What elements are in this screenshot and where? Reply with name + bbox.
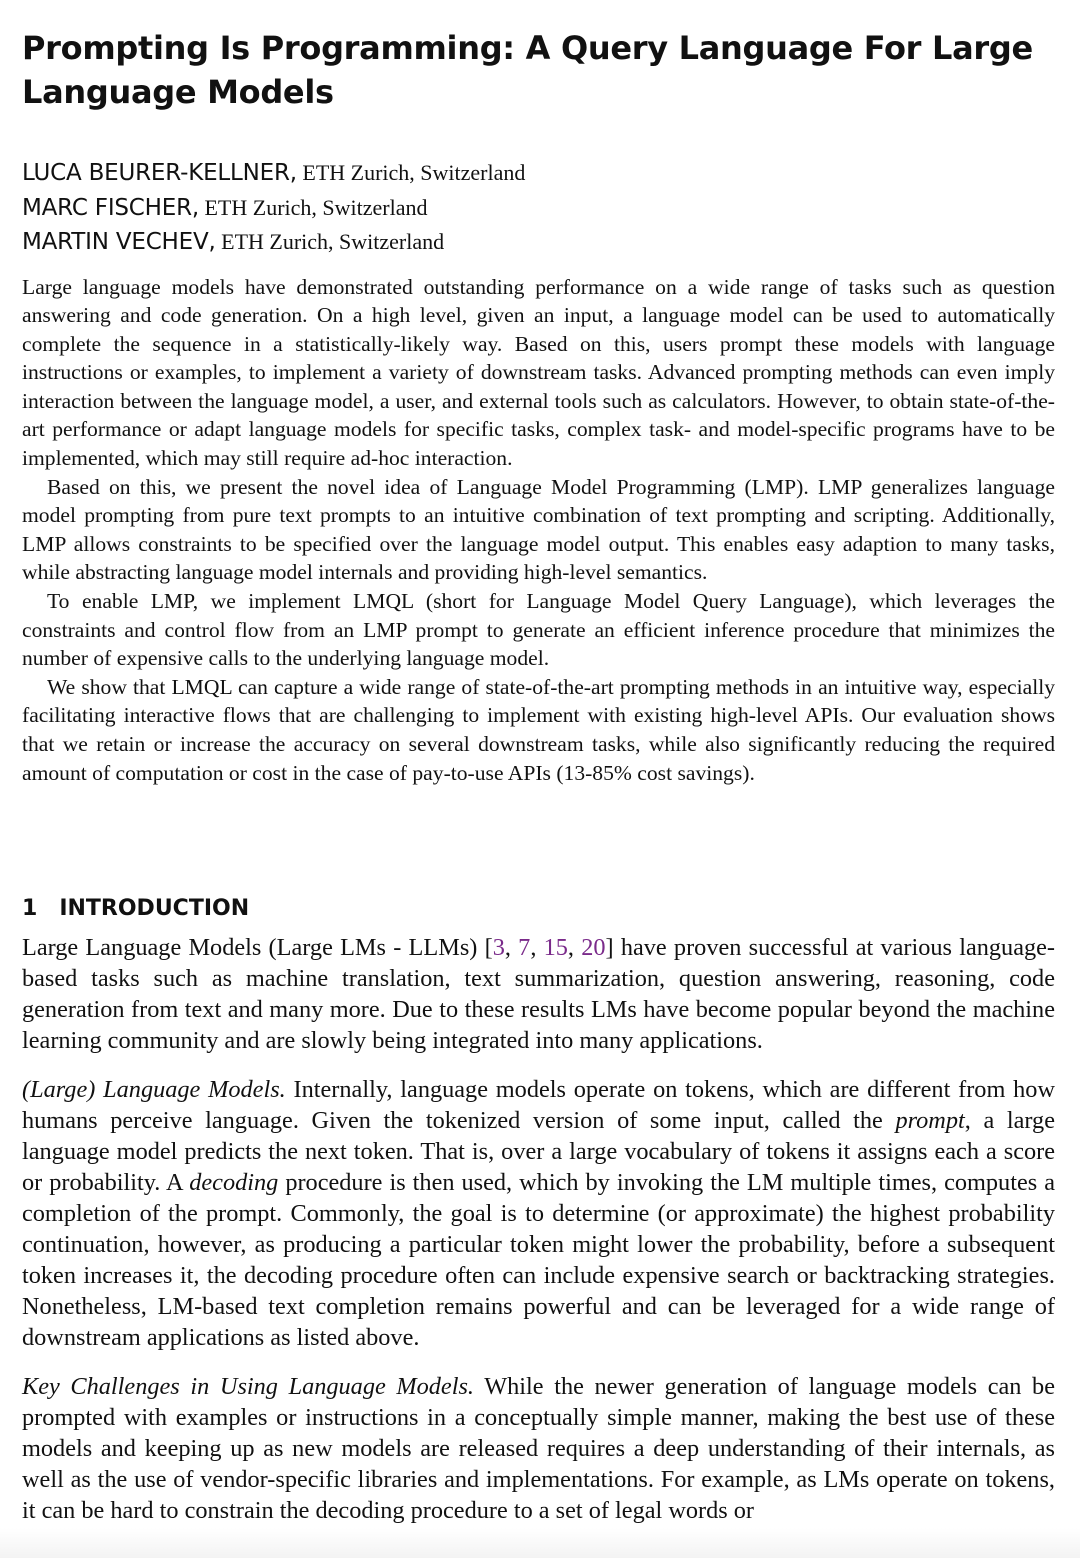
author-affiliation: ETH Zurich, Switzerland	[302, 160, 526, 185]
author-affiliation: ETH Zurich, Switzerland	[204, 194, 428, 220]
abstract-paragraph: We show that LMQL can capture a wide range of state-of-the-art prompting methods in an intuitive way, especially facilitating interactive flows that are challenging to implement with existing high-level APIs. Our evaluation shows that we retain or increase the accuracy on several downstream tasks, while also significantly reducing the required amount of computation or cost in the case of pay-to-use APIs (13-85% cost savings).	[22, 674, 1055, 785]
author-name: MARTIN VECHEV,	[22, 229, 216, 255]
paper-page	[22, 0, 1055, 1544]
author-affiliation: ETH Zurich, Switzerland	[221, 229, 445, 254]
citation-link[interactable]: 20	[581, 934, 606, 962]
text: Large Language Models (Large LMs - LLMs) [	[22, 934, 493, 962]
text: procedure is then used, which by invoking the LM multiple times, computes a completion of the prompt. Commonly, the goal is to determine (or approximate) the highest probability continuation, however, as producing a particular token might lower the probability, before a subsequent token increases it, the decoding procedure often can include expensive search or backtracking strategies. Nonetheless, LM-based text completion remains powerful and can be leveraged for a wide range of downstream applications as listed above.	[22, 1169, 1055, 1352]
abstract-paragraph: Based on this, we present the novel idea of Language Model Programming (LMP). LMP generalizes language model prompting from pure text prompts to an intuitive combination of text prompting and scripting. Additionally, LMP allows constraints to be specified over the language model output. This enables easy adaption to many tasks, while abstracting language model internals and providing high-level semantics.	[22, 474, 1055, 585]
intro-paragraph	[22, 1371, 1055, 1526]
text: ,	[530, 934, 544, 962]
section-title: INTRODUCTION	[59, 896, 250, 922]
author-list	[22, 156, 1055, 260]
citation-link[interactable]: 15	[543, 934, 568, 962]
emphasis: prompt	[895, 1107, 965, 1135]
author	[22, 225, 1055, 260]
author	[22, 191, 1055, 226]
author-name: MARC FISCHER,	[22, 194, 199, 221]
text: ] have proven successful at various language-based tasks such as machine translation, text summarization, question answering, reasoning, code generation from text and many more. Due to these results LMs have become popular beyond the machine learning community and are slowly being integrated into many applications.	[22, 934, 1056, 1055]
abstract-paragraph: Large language models have demonstrated outstanding performance on a wide range of tasks such as question answering and code generation. On a high level, given an input, a language model can be used to automatically complete the sequence in a statistically-likely way. Based on this, users prompt these models with language instructions or examples, to implement a variety of downstream tasks. Advanced prompting methods can even imply interaction between the language model, a user, and external tools such as calculators. However, to obtain state-of-the-art performance or adapt language models for specific tasks, complex task- and model-specific programs have to be implemented, which may still require ad-hoc interaction.	[22, 274, 1055, 471]
paragraph-heading: Key Challenges in Using Language Models.	[22, 1373, 475, 1401]
intro-paragraph	[22, 1074, 1055, 1353]
paragraph-heading: (Large) Language Models.	[22, 1076, 286, 1104]
abstract	[22, 273, 1055, 788]
text: ,	[504, 934, 519, 962]
abstract-paragraph: To enable LMP, we implement LMQL (short for Language Model Query Language), which leverages the constraints and control flow from an LMP prompt to generate an efficient inference procedure that minimizes the number of expensive calls to the underlying language model.	[22, 589, 1055, 671]
section-heading	[22, 894, 1055, 924]
citation-link[interactable]: 3	[492, 934, 505, 962]
paper-title: Prompting Is Programming: A Query Language For Large Language Models	[22, 29, 1033, 111]
text: While the newer generation of language models can be prompted with examples or instructions in a conceptually simple manner, making the best use of these models and keeping up as new models are released requires a deep understanding of their internals, as well as the use of vendor-specific libraries and implementations. For example, as LMs operate on tokens, it can be hard to constrain the decoding procedure to a set of legal words or	[22, 1373, 1055, 1525]
intro-paragraph	[22, 932, 1055, 1056]
author-name: LUCA BEURER-KELLNER,	[22, 160, 297, 186]
citation-link[interactable]: 7	[518, 934, 531, 962]
text: , a large language model predicts the next token. That is, over a large vocabulary of tokens it assigns each a score or probability. A	[22, 1107, 1055, 1197]
introduction-body	[22, 932, 1055, 1526]
section-number: 1	[22, 896, 38, 922]
emphasis: decoding	[189, 1169, 279, 1197]
text: ,	[567, 934, 582, 962]
author	[22, 156, 1055, 191]
page-bottom-fade	[0, 1528, 1080, 1558]
text: Internally, language models operate on tokens, which are different from how humans perceive language. Given the tokenized version of some input, called the	[22, 1076, 1055, 1135]
